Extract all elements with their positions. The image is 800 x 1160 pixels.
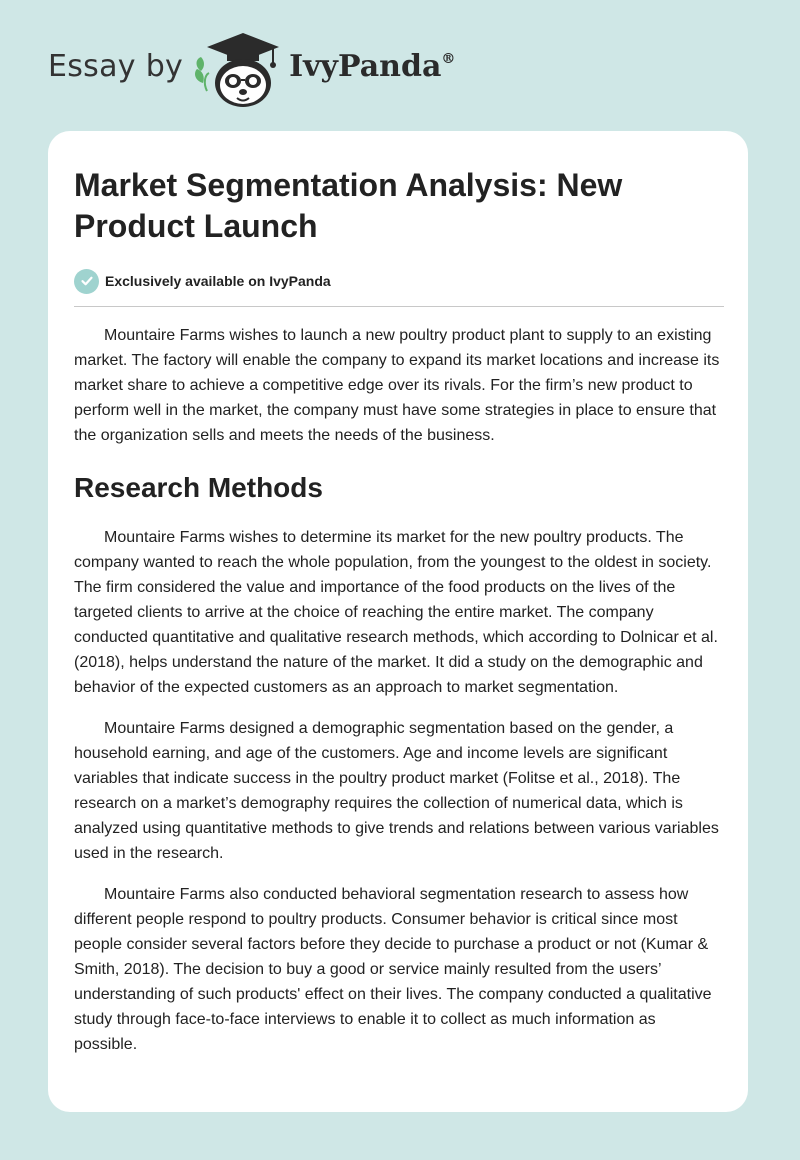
registered-mark: ® — [441, 50, 456, 67]
paragraph-research-1: Mountaire Farms wishes to determine its market for the new poultry products. The company wanted to reach the whole population, from the youngest to the oldest in society. The firm considered the value and importance of the food products on the lives of the targeted clients to arrive at the choice of reaching the entire market. The company conducted quantitative and qualitative research methods, which according to Dolnicar et al. (2018), helps understand the nature of the market. It did a study on the demographic and behavior of the expected customers as an approach to market segmentation. — [74, 529, 718, 696]
exclusive-label: Exclusively available on IvyPanda — [105, 273, 331, 289]
brand-text: IvyPanda — [289, 48, 442, 84]
title-divider — [74, 306, 724, 307]
site-header — [48, 28, 455, 118]
paragraph-intro: Mountaire Farms wishes to launch a new poultry product plant to supply to an existing market. The factory will enable the company to expand its market locations and increase its market share to achieve a competitive edge over its rivals. For the firm’s new product to perform well in the market, the company must have some strategies in place to ensure that the organization sells and meets the needs of the business. — [74, 327, 720, 444]
paragraph-research-2: Mountaire Farms designed a demographic segmentation based on the gender, a household earning, and age of the customers. Age and income levels are significant variables that indicate success in the poultry product market (Folitse et al., 2018). The research on a market’s demography requires the collection of numerical data, which is analyzed using quantitative methods to give trends and relations between various variables used in the research. — [74, 720, 719, 862]
brand-name[interactable] — [289, 49, 455, 84]
article-title: Market Segmentation Analysis: New Product Launch — [74, 167, 623, 244]
exclusive-badge — [74, 268, 722, 294]
essay-by-label: Essay by — [48, 48, 184, 84]
paragraph-research-3: Mountaire Farms also conducted behavioral segmentation research to assess how different people respond to poultry products. Consumer behavior is critical since most people consider several factors before they decide to purchase a product or not (Kumar & Smith, 2018). The decision to buy a good or service mainly resulted from the users’ understanding of such products' effect on their lives. The company conducted a qualitative study through face-to-face interviews to enable it to collect as much information as possible. — [74, 886, 712, 1053]
section-heading-research-methods: Research Methods — [74, 472, 323, 503]
article-content — [74, 165, 722, 1057]
article-card — [48, 131, 748, 1112]
panda-graduate-logo-icon[interactable] — [193, 29, 285, 111]
check-circle-icon — [74, 269, 99, 294]
